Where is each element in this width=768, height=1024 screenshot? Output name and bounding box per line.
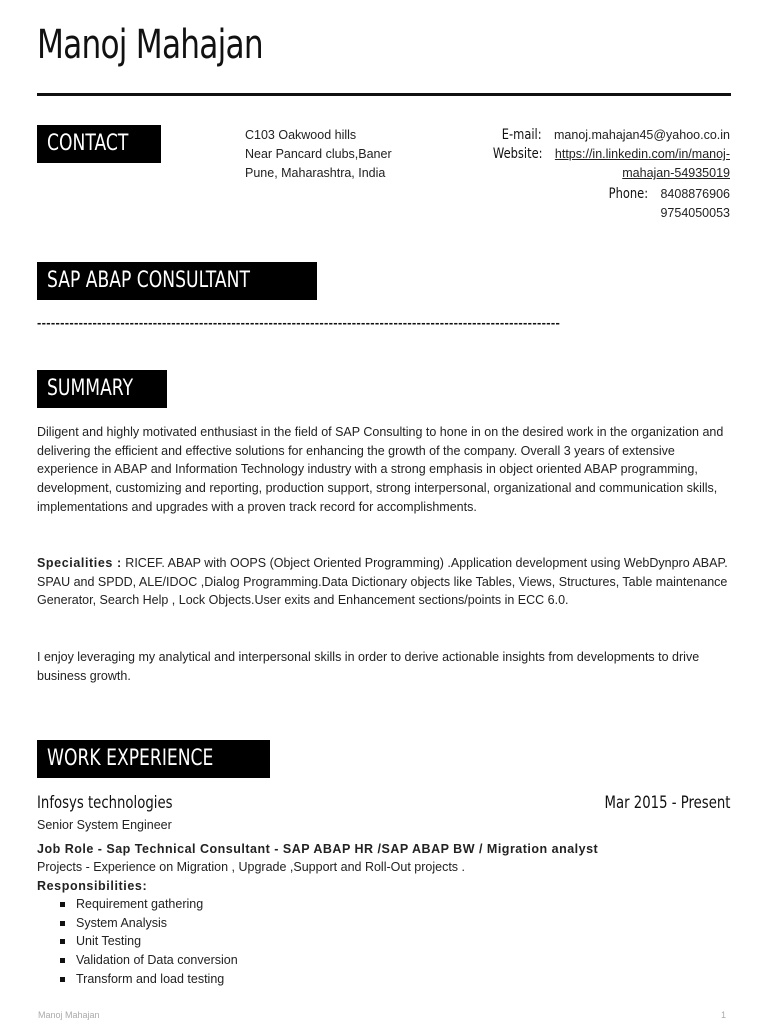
candidate-name: Manoj Mahajan [37, 22, 263, 68]
projects-line: Projects - Experience on Migration , Upgrade ,Support and Roll-Out projects . [37, 860, 465, 874]
website-label: Website: [493, 146, 543, 162]
contact-details [482, 126, 730, 223]
specialities-text: RICEF. ABAP with OOPS (Object Oriented Programming) .Application development using WebDynpro ABAP. SPAU and SPDD, ALE/IDOC ,Dialog Programming.Data Dictionary objects like Tables, Views, Structures, Table maintenance Generator, Search Help , Lock Objects.User exits and Enhancement sections/points in ECC 6.0. [37, 556, 728, 608]
address-line: C103 Oakwood hills [245, 128, 357, 142]
summary-heading: SUMMARY [37, 370, 167, 408]
phone-value: 9754050053 [660, 206, 730, 220]
company-name: Infosys technologies [37, 793, 173, 813]
specialities-paragraph [37, 554, 731, 610]
specialities-label: Specialities : [37, 556, 122, 570]
work-heading: WORK EXPERIENCE [37, 740, 270, 778]
address-line: Near Pancard clubs,Baner [245, 146, 392, 161]
list-item: Transform and load testing [60, 970, 238, 989]
list-item: Requirement gathering [60, 895, 238, 914]
phone-row [482, 185, 730, 204]
summary-closing: I enjoy leveraging my analytical and interpersonal skills in order to derive actionable insights from developments to drive business growth. [37, 650, 700, 683]
website-row [482, 145, 730, 164]
list-item: System Analysis [60, 914, 238, 933]
address-block [245, 126, 392, 182]
website-row-cont [482, 164, 730, 183]
job-role: Job Role - Sap Technical Consultant - SAP ABAP HR /SAP ABAP BW / Migration analyst [37, 842, 599, 856]
header-rule [37, 93, 731, 96]
employment-period: Mar 2015 - Present [604, 793, 730, 813]
website-link-cont[interactable]: mahajan-54935019 [622, 166, 730, 180]
phone-row-2 [482, 204, 730, 223]
list-item: Unit Testing [60, 932, 238, 951]
phone-value: 8408876906 [660, 187, 730, 201]
page-number: 1 [720, 1010, 726, 1020]
footer-name: Manoj Mahajan [38, 1010, 100, 1020]
list-item: Validation of Data conversion [60, 951, 238, 970]
title-tag: SAP ABAP CONSULTANT [37, 262, 317, 300]
email-value[interactable]: manoj.mahajan45@yahoo.co.in [554, 128, 730, 142]
dashed-divider: ----------------------------------------------------------------------------------------------------------------- [37, 315, 561, 330]
address-line: Pune, Maharashtra, India [245, 165, 386, 180]
website-link[interactable]: https://in.linkedin.com/in/manoj- [554, 147, 730, 161]
job-position: Senior System Engineer [37, 818, 172, 832]
summary-paragraph: Diligent and highly motivated enthusiast in the field of SAP Consulting to hone in on the desired work in the organization and delivering the efficient and effective solutions for enhancing the growth of the company. Overall 3 years of extensive experience in ABAP and Information Technology industry with a strong emphasis in object oriented ABAP programming, development, customizing and reporting, production support, strong interpersonal, organizational and communication skills, implementations and upgrades with a proven track record for accomplishments. [37, 425, 724, 514]
phone-label: Phone: [609, 186, 649, 202]
contact-heading: CONTACT [37, 125, 161, 163]
email-row [482, 126, 730, 145]
email-label: E-mail: [502, 127, 542, 143]
responsibilities-list [60, 895, 238, 989]
responsibilities-label: Responsibilities: [37, 879, 148, 893]
